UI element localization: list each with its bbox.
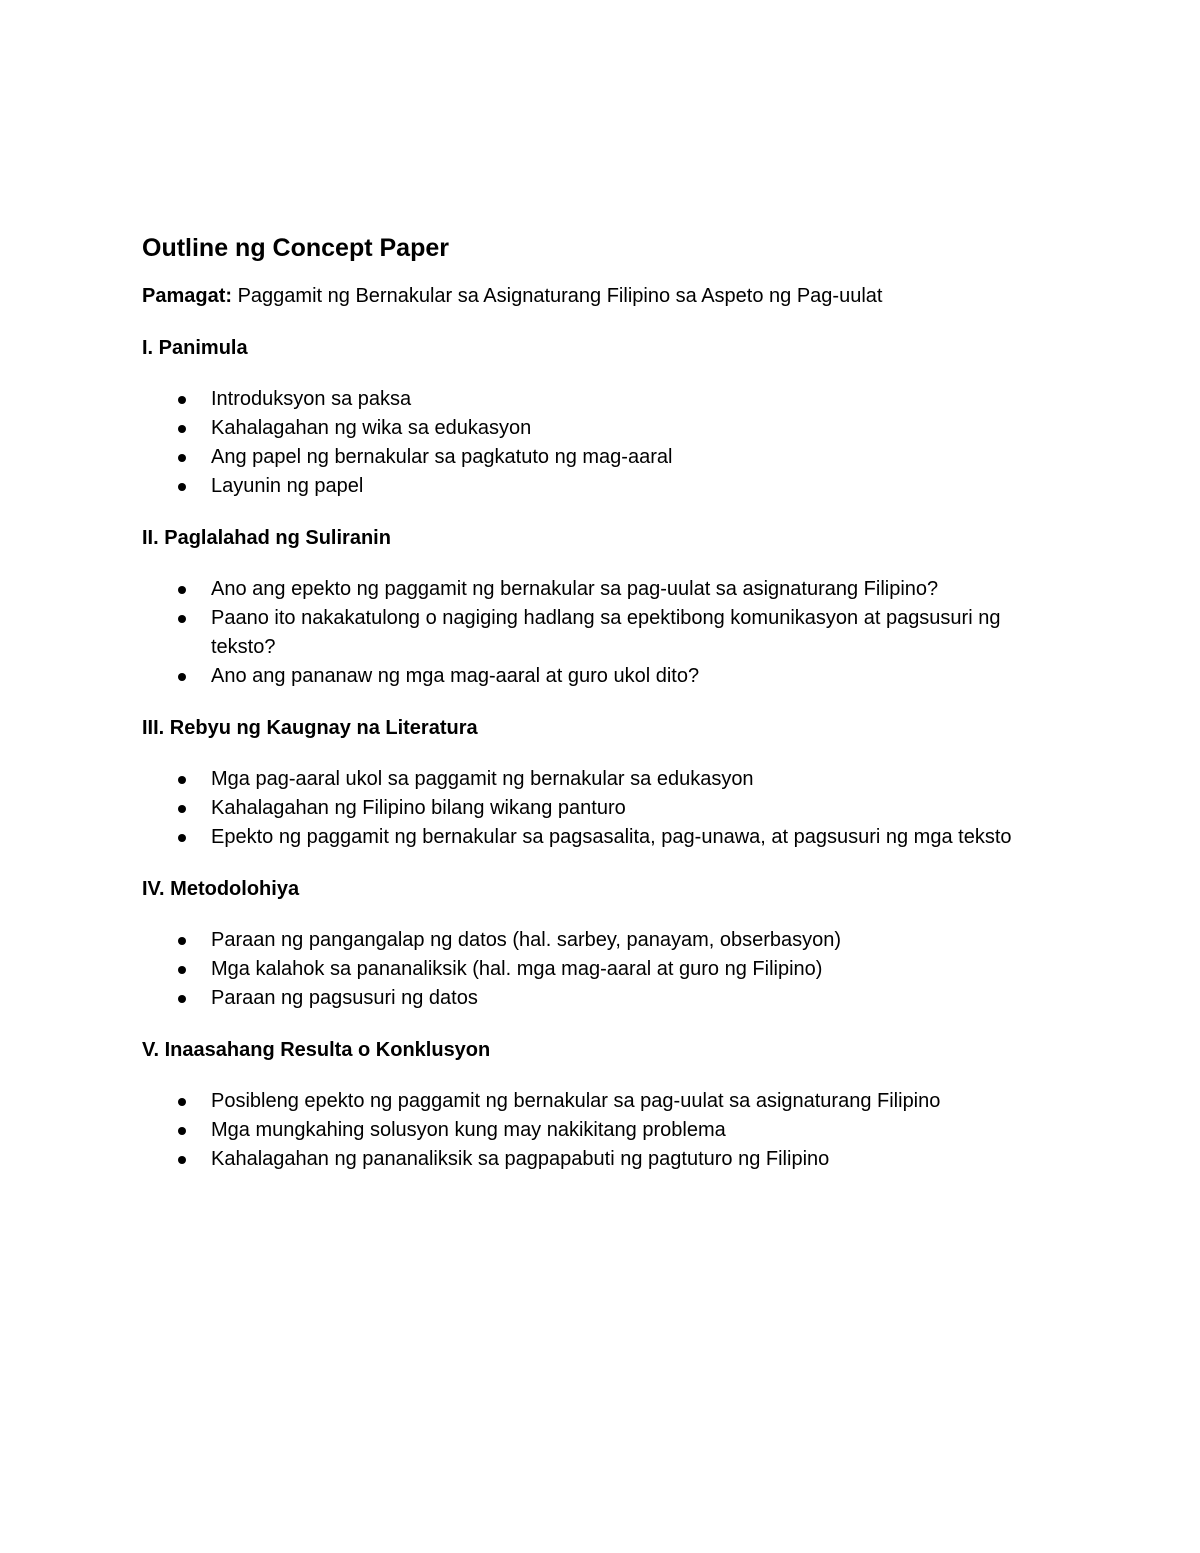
list-item <box>142 794 1042 823</box>
bullet-icon <box>178 805 186 813</box>
list-item <box>142 472 1042 501</box>
list-item-text: Kahalagahan ng pananaliksik sa pagpapabuti ng pagtuturo ng Filipino <box>211 1148 830 1170</box>
outline-section <box>142 874 1042 1013</box>
list-item-text: Mga pag-aaral ukol sa paggamit ng bernakular sa edukasyon <box>211 768 754 790</box>
section-heading: I. Panimula <box>142 337 248 359</box>
bullet-icon <box>178 483 186 491</box>
list-item-text: Mga kalahok sa pananaliksik (hal. mga mag-aaral at guro ng Filipino) <box>211 958 823 980</box>
bullet-icon <box>178 586 186 594</box>
list-item-text: Posibleng epekto ng paggamit ng bernakular sa pag-uulat sa asignaturang Filipino <box>211 1090 941 1112</box>
bullet-icon <box>178 1098 186 1106</box>
list-item-text: Ano ang epekto ng paggamit ng bernakular sa pag-uulat sa asignaturang Filipino? <box>211 578 939 600</box>
bullet-icon <box>178 937 186 945</box>
bullet-list <box>142 385 1042 501</box>
list-item <box>142 926 1042 955</box>
document-page <box>142 228 1042 1196</box>
list-item <box>142 984 1042 1013</box>
list-item <box>142 955 1042 984</box>
bullet-icon <box>178 673 186 681</box>
list-item <box>142 575 1042 604</box>
bullet-icon <box>178 396 186 404</box>
list-item <box>142 443 1042 472</box>
list-item-text: Ano ang pananaw ng mga mag-aaral at guro ukol dito? <box>211 665 700 687</box>
bullet-list <box>142 765 1042 852</box>
section-heading: III. Rebyu ng Kaugnay na Literatura <box>142 717 478 739</box>
list-item <box>142 823 1042 852</box>
paper-title-value: Paggamit ng Bernakular sa Asignaturang Filipino sa Aspeto ng Pag-uulat <box>237 285 883 307</box>
bullet-icon <box>178 425 186 433</box>
bullet-icon <box>178 1156 186 1164</box>
list-item-text: Ang papel ng bernakular sa pagkatuto ng mag-aaral <box>211 446 673 468</box>
list-item-text: Epekto ng paggamit ng bernakular sa pagsasalita, pag-unawa, at pagsusuri ng mga teksto <box>211 826 1012 848</box>
list-item <box>142 1116 1042 1145</box>
list-item <box>142 414 1042 443</box>
outline-section <box>142 523 1042 691</box>
list-item <box>142 1087 1042 1116</box>
list-item-text: Kahalagahan ng wika sa edukasyon <box>211 417 532 439</box>
bullet-list <box>142 926 1042 1013</box>
outline-sections <box>142 333 1042 1174</box>
section-heading: IV. Metodolohiya <box>142 878 300 900</box>
bullet-icon <box>178 615 186 623</box>
list-item-text: Kahalagahan ng Filipino bilang wikang panturo <box>211 797 626 819</box>
list-item-text: Paano ito nakakatulong o nagiging hadlang sa epektibong komunikasyon at pagsusuri ng teksto? <box>211 607 1001 658</box>
bullet-icon <box>178 834 186 842</box>
bullet-icon <box>178 1127 186 1135</box>
bullet-icon <box>178 454 186 462</box>
bullet-icon <box>178 776 186 784</box>
paper-title-label: Pamagat: <box>142 285 233 307</box>
list-item-text: Paraan ng pagsusuri ng datos <box>211 987 478 1009</box>
document-title: Outline ng Concept Paper <box>142 234 449 262</box>
section-heading: II. Paglalahad ng Suliranin <box>142 527 391 549</box>
list-item <box>142 385 1042 414</box>
list-item-text: Paraan ng pangangalap ng datos (hal. sarbey, panayam, obserbasyon) <box>211 929 842 951</box>
bullet-list <box>142 1087 1042 1174</box>
bullet-icon <box>178 995 186 1003</box>
outline-section <box>142 333 1042 501</box>
list-item-text: Introduksyon sa paksa <box>211 388 412 410</box>
list-item <box>142 765 1042 794</box>
list-item <box>142 1145 1042 1174</box>
paper-title-line <box>142 281 1042 311</box>
list-item <box>142 662 1042 691</box>
list-item-text: Mga mungkahing solusyon kung may nakikitang problema <box>211 1119 726 1141</box>
list-item <box>142 604 1042 662</box>
bullet-icon <box>178 966 186 974</box>
section-heading: V. Inaasahang Resulta o Konklusyon <box>142 1039 491 1061</box>
list-item-text: Layunin ng papel <box>211 475 364 497</box>
bullet-list <box>142 575 1042 691</box>
outline-section <box>142 713 1042 852</box>
outline-section <box>142 1035 1042 1174</box>
